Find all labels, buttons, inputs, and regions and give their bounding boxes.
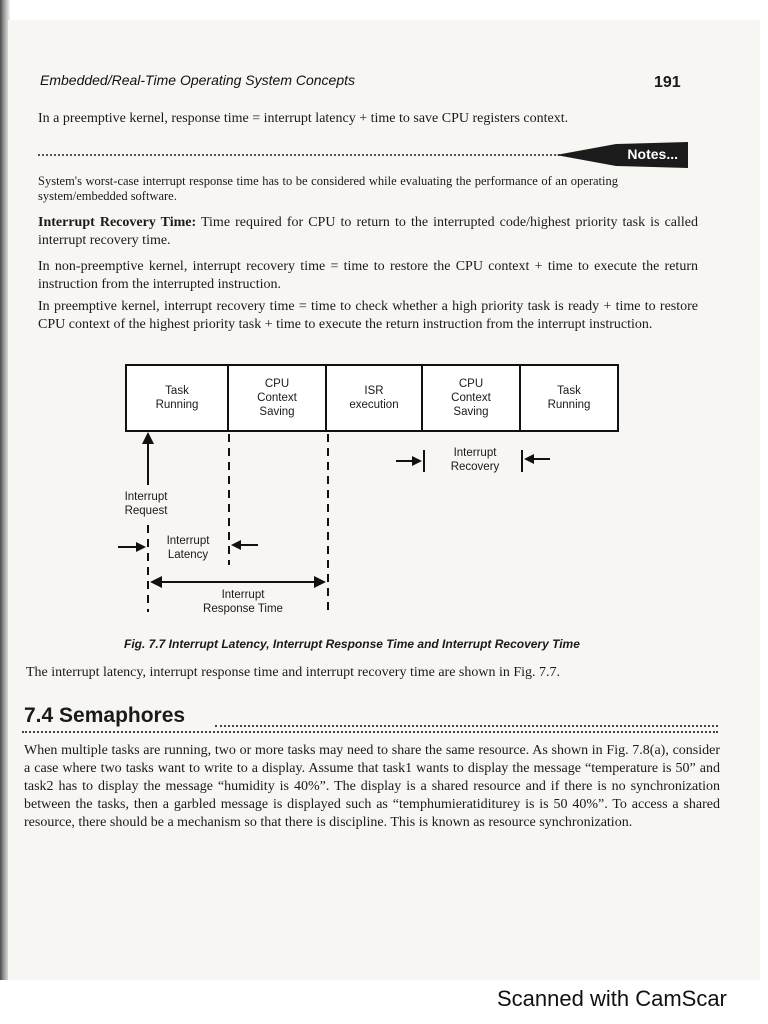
nonpreemptive-recovery-text: In non-preemptive kernel, interrupt recovery time = time to restore the CPU context + time to execute the return instruction from the interrupted instruction. xyxy=(38,259,698,292)
interrupt-timing-diagram xyxy=(100,360,660,630)
segment-cpu-context-saving-1: CPU Context Saving xyxy=(227,364,327,432)
preemptive-recovery-text: In preemptive kernel, interrupt recovery time = time to check whether a high priority task is ready + time to restore CPU context of the highest priority task + time to execute the return instruction from the interrupt instruction. xyxy=(38,299,698,332)
semaphores-paragraph: When multiple tasks are running, two or more tasks may need to share the same resource. As shown in Fig. 7.8(a), consider a case where two tasks want to write to a display. Assume that task1 wants to display the message “temperature is 50” and task2 has to display the message “humidity is 40%”. The display is a shared resource and if there is no synchronization between the tasks, then a garbled message is displayed such as “temphumieratiditurey is is 50 40%”. To access a shared resource, there should be a mechanism so that there is discipline. This is known as resource synchronization. xyxy=(24,743,720,830)
preemptive-response-text: In a preemptive kernel, response time = interrupt latency + time to save CPU registers context. xyxy=(38,111,569,126)
recovery-term: Interrupt Recovery Time: xyxy=(38,215,197,230)
recovery-definition xyxy=(38,214,698,250)
diagram-arrows xyxy=(100,360,660,630)
notes-label: Notes... xyxy=(627,146,678,162)
notes-banner xyxy=(556,140,688,170)
interrupt-recovery-label: Interrupt Recovery xyxy=(450,447,500,473)
section-heading-dots xyxy=(215,725,718,727)
segment-task-running-2: Task Running xyxy=(519,364,619,432)
interrupt-latency-label: Interrupt Latency xyxy=(166,535,210,561)
recovery-def: Time required for CPU to return to the interrupted code/highest priority task is called interrupt recovery time. xyxy=(38,215,699,248)
running-header-title: Embedded/Real-Time Operating System Concepts xyxy=(40,72,356,88)
section-heading: 7.4 Semaphores xyxy=(24,704,186,727)
interrupt-response-time-label: Interrupt Response Time xyxy=(203,589,283,615)
section-rule xyxy=(22,731,718,733)
segment-cpu-context-saving-2: CPU Context Saving xyxy=(421,364,521,432)
notes-dotted-rule xyxy=(38,154,568,156)
scanner-watermark: Scanned with CamScar xyxy=(497,986,727,1011)
figure-summary: The interrupt latency, interrupt response time and interrupt recovery time are shown in Fig. 7.7. xyxy=(26,665,561,680)
page-number: 191 xyxy=(654,74,681,91)
notes-text: System's worst-case interrupt response time has to be considered while evaluating the performance of an operating system/embedded software. xyxy=(38,174,618,203)
figure-caption: Fig. 7.7 Interrupt Latency, Interrupt Response Time and Interrupt Recovery Time xyxy=(124,637,580,651)
segment-task-running-1: Task Running xyxy=(125,364,229,432)
segment-isr-execution: ISR execution xyxy=(325,364,423,432)
interrupt-request-label: Interrupt Request xyxy=(124,491,168,517)
